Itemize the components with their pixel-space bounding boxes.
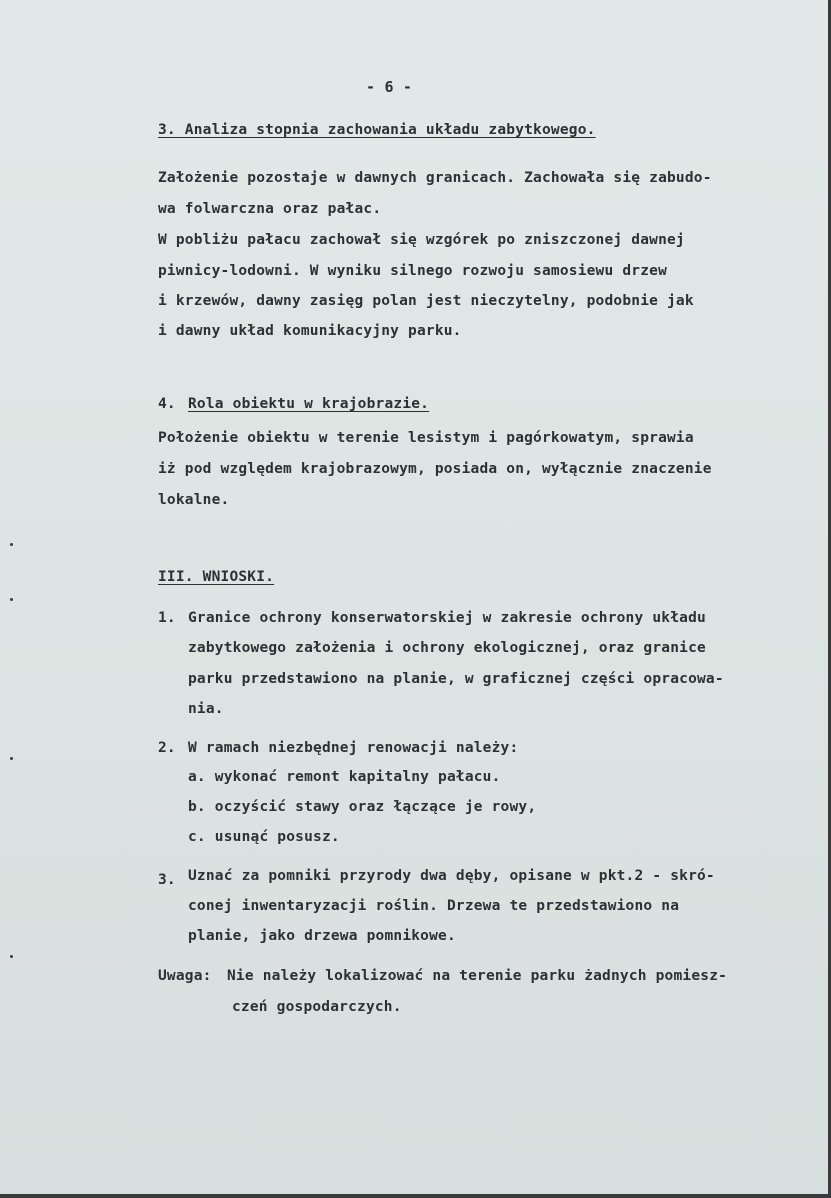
item-3-number: 3. (158, 872, 176, 888)
item-3-line: conej inwentaryzacji roślin. Drzewa te przedstawiono na (188, 898, 680, 914)
item-2-number: 2. (158, 740, 176, 756)
item-3-line: Uznać za pomniki przyrody dwa dęby, opisane w pkt.2 - skró- (188, 868, 715, 884)
note-line: czeń gospodarczych. (232, 999, 402, 1015)
item-2-subitem: c. usunąć posusz. (188, 829, 340, 845)
section-3-line: wa folwarczna oraz pałac. (158, 201, 382, 217)
section-4-heading: Rola obiektu w krajobrazie. (188, 396, 430, 412)
section-4-number: 4. (158, 396, 176, 412)
section-3-line: Założenie pozostaje w dawnych granicach. Zachowała się zabudo- (158, 170, 712, 186)
margin-speck (10, 598, 13, 601)
section-3-line: piwnicy-lodowni. W wyniku silnego rozwoju samosiewu drzew (158, 263, 667, 279)
item-2-intro: W ramach niezbędnej renowacji należy: (188, 740, 519, 756)
note-line: Nie należy lokalizować na terenie parku żadnych pomiesz- (227, 968, 728, 984)
item-3-line: planie, jako drzewa pomnikowe. (188, 928, 456, 944)
note-label: Uwaga: (158, 968, 212, 984)
margin-speck (10, 757, 13, 760)
section-3-line: W pobliżu pałacu zachował się wzgórek po zniszczonej dawnej (158, 232, 685, 248)
item-2-subitem: b. oczyścić stawy oraz łączące je rowy, (188, 799, 537, 815)
section-4-line: lokalne. (158, 492, 230, 508)
item-1-line: parku przedstawiono na planie, w graficznej części opracowa- (188, 671, 724, 687)
section-4-line: Położenie obiektu w terenie lesistym i pagórkowatym, sprawia (158, 430, 694, 446)
margin-speck (10, 955, 13, 958)
conclusions-heading: III. WNIOSKI. (158, 569, 275, 585)
page-number: - 6 - (366, 78, 413, 96)
section-3-line: i dawny układ komunikacyjny parku. (158, 323, 462, 339)
item-2-subitem: a. wykonać remont kapitalny pałacu. (188, 769, 501, 785)
item-1-number: 1. (158, 610, 176, 626)
item-1-line: nia. (188, 701, 224, 717)
margin-speck (10, 543, 13, 546)
section-3-line: i krzewów, dawny zasięg polan jest nieczytelny, podobnie jak (158, 293, 694, 309)
section-4-line: iż pod względem krajobrazowym, posiada on, wyłącznie znaczenie (158, 461, 712, 477)
item-1-line: Granice ochrony konserwatorskiej w zakresie ochrony układu (188, 610, 706, 626)
section-3-heading: 3. Analiza stopnia zachowania układu zabytkowego. (158, 122, 596, 138)
item-1-line: zabytkowego założenia i ochrony ekologicznej, oraz granice (188, 640, 706, 656)
